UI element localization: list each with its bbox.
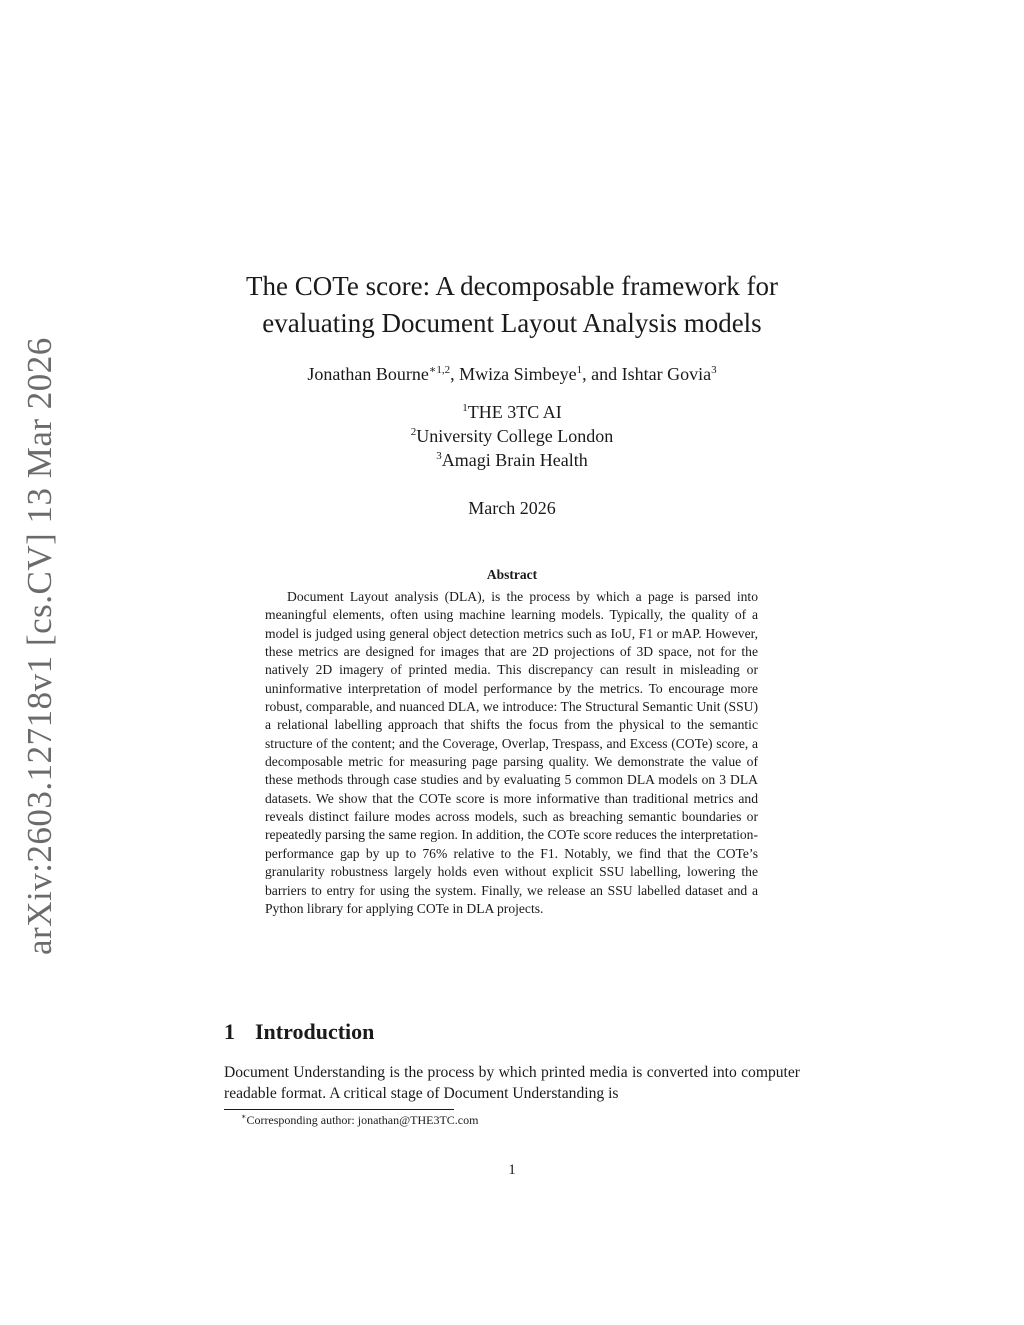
author-name: Mwiza Simbeye — [459, 364, 577, 384]
section-title: Introduction — [255, 1019, 375, 1044]
author-name: Jonathan Bourne — [307, 364, 429, 384]
affiliation — [300, 424, 724, 448]
author-affiliation-mark: 1 — [576, 364, 583, 376]
affiliation — [300, 400, 724, 424]
footnote — [241, 1113, 478, 1128]
author-affiliation-mark: ∗1,2 — [428, 364, 451, 376]
page-number: 1 — [508, 1162, 516, 1178]
affiliation-name: THE 3TC AI — [467, 402, 562, 422]
section-number: 1 — [224, 1019, 235, 1044]
author-affiliation-mark: 3 — [711, 364, 717, 376]
abstract-heading: Abstract — [486, 567, 538, 582]
affiliation-mark: 3 — [436, 450, 442, 462]
title-line-2: evaluating Document Layout Analysis models — [262, 308, 762, 338]
paper-title — [200, 268, 824, 342]
footnote-divider — [224, 1109, 454, 1110]
author-separator: , — [450, 364, 460, 384]
author-list — [200, 362, 824, 386]
arxiv-identifier-stamp: arXiv:2603.12718v1 [cs.CV] 13 Mar 2026 — [20, 337, 59, 955]
footnote-text: Corresponding author: jonathan@THE3TC.com — [246, 1113, 479, 1127]
affiliation — [300, 448, 724, 472]
affiliation-list — [300, 400, 724, 472]
introduction-text: Document Understanding is the process by which printed media is converted into computer readable format. A critical stage of Document Understanding is — [224, 1064, 800, 1102]
affiliation-name: Amagi Brain Health — [441, 450, 588, 470]
author-name: Ishtar Govia — [621, 364, 712, 384]
affiliation-mark: 1 — [462, 402, 468, 414]
footnote-mark: ∗ — [241, 1112, 247, 1121]
section-heading — [224, 1019, 374, 1045]
affiliation-name: University College London — [416, 426, 614, 446]
author-separator: , and — [582, 364, 622, 384]
publication-date: March 2026 — [468, 498, 556, 518]
title-line-1: The COTe score: A decomposable framework for — [246, 271, 778, 301]
affiliation-mark: 2 — [410, 426, 417, 438]
abstract-text: Document Layout analysis (DLA), is the process by which a page is parsed into meaningful elements, often using machine learning models. Typically, the quality of a model is judged using general object detection metrics such as IoU, F1 or mAP. However, these metrics are designed for images that are 2D projections of 3D space, not for the natively 2D imagery of printed media. This discrepancy can result in misleading or uninformative interpretation of model performance by the metrics. To encourage more robust, comparable, and nuanced DLA, we introduce: The Structural Semantic Unit (SSU) a relational labelling approach that shifts the focus from the physical to the semantic structure of the content; and the Coverage, Overlap, Trespass, and Excess (COTe) score, a decomposable metric for measuring page parsing quality. We demonstrate the value of these methods through case studies and by evaluating 5 common DLA models on 3 DLA datasets. We show that the COTe score is more informative than traditional metrics and reveals distinct failure modes across models, such as breaching semantic boundaries or repeatedly parsing the same region. In addition, the COTe score reduces the interpretation-performance gap by up to 76% relative to the F1. Notably, we find that the COTe’s granularity robustness largely holds even without explicit SSU labelling, lowering the barriers to entry for using the system. Finally, we release an SSU labelled dataset and a Python library for applying COTe in DLA projects. — [265, 589, 758, 916]
